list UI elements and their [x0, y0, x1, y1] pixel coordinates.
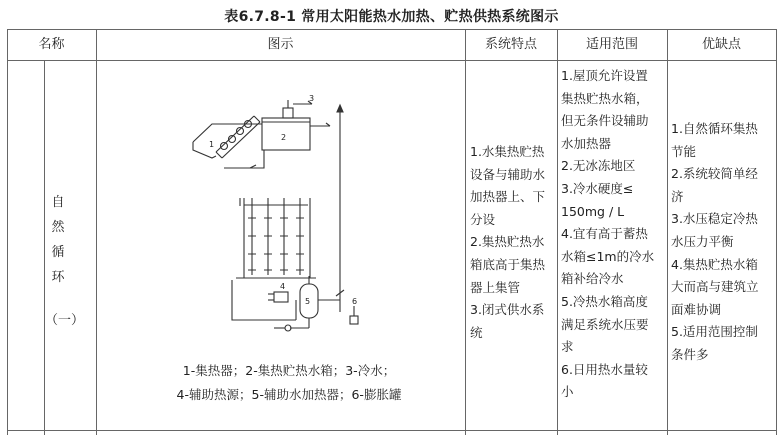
pros-cons-cell: 1.自然循环集热 节能 2.系统较简单经 济 3.水压稳定冷热 水压力平衡 4.集热贮热水箱 大而高与建筑立 面难协调 5.适用范围控制 条件多 — [671, 121, 759, 362]
system-name-char: 自 — [51, 195, 65, 210]
auxiliary-heat-source-icon — [268, 292, 288, 302]
features-cell: 1.水集热贮热 设备与辅助水 加热器上、下 分设 2.集热贮热水 箱底高于集热 器上集管 3.闭式供水系 统 — [470, 144, 546, 340]
expansion-tank-icon — [350, 306, 358, 324]
system-name-subtitle: （一） — [45, 313, 85, 328]
building-distribution-icon — [236, 198, 316, 278]
diagram-label: 2 — [281, 133, 287, 142]
system-name-char: 环 — [51, 270, 65, 285]
scope-cell: 1.屋顶允许设置 集热贮热水箱， 但无条件设辅助 水加热器 2.无冰冻地区 3.冷水硬度≤ 150mg / L 4.宜有高于蓄热 水箱≤1m的冷水 箱补给冷水 5.冷热水箱高度 满足系统水压要 求 6.日用热水量较 小 — [561, 68, 655, 400]
solar-collector-icon — [216, 116, 260, 158]
system-name-char: 循 — [51, 245, 65, 260]
system-name-char: 然 — [51, 220, 65, 235]
diagram-label: 3 — [309, 94, 315, 103]
diagram-label: 4 — [280, 282, 286, 291]
table-title: 表6.7.8-1 常用太阳能热水加热、贮热供热系统图示 — [224, 9, 559, 25]
header-diagram: 图示 — [267, 37, 294, 52]
header-pros-cons: 优缺点 — [701, 37, 741, 52]
diagram-legend-line-1: 1-集热器；2-集热贮热水箱；3-冷水； — [182, 363, 396, 378]
header-name: 名称 — [38, 37, 65, 52]
diagram-label: 6 — [352, 297, 358, 306]
diagram-label: 1 — [209, 140, 215, 149]
header-features: 系统特点 — [484, 37, 537, 52]
header-scope: 适用范围 — [585, 37, 638, 52]
diagram-legend-line-2: 4-辅助热源；5-辅助水加热器；6-膨胀罐 — [176, 387, 402, 402]
diagram-label: 5 — [305, 297, 311, 306]
